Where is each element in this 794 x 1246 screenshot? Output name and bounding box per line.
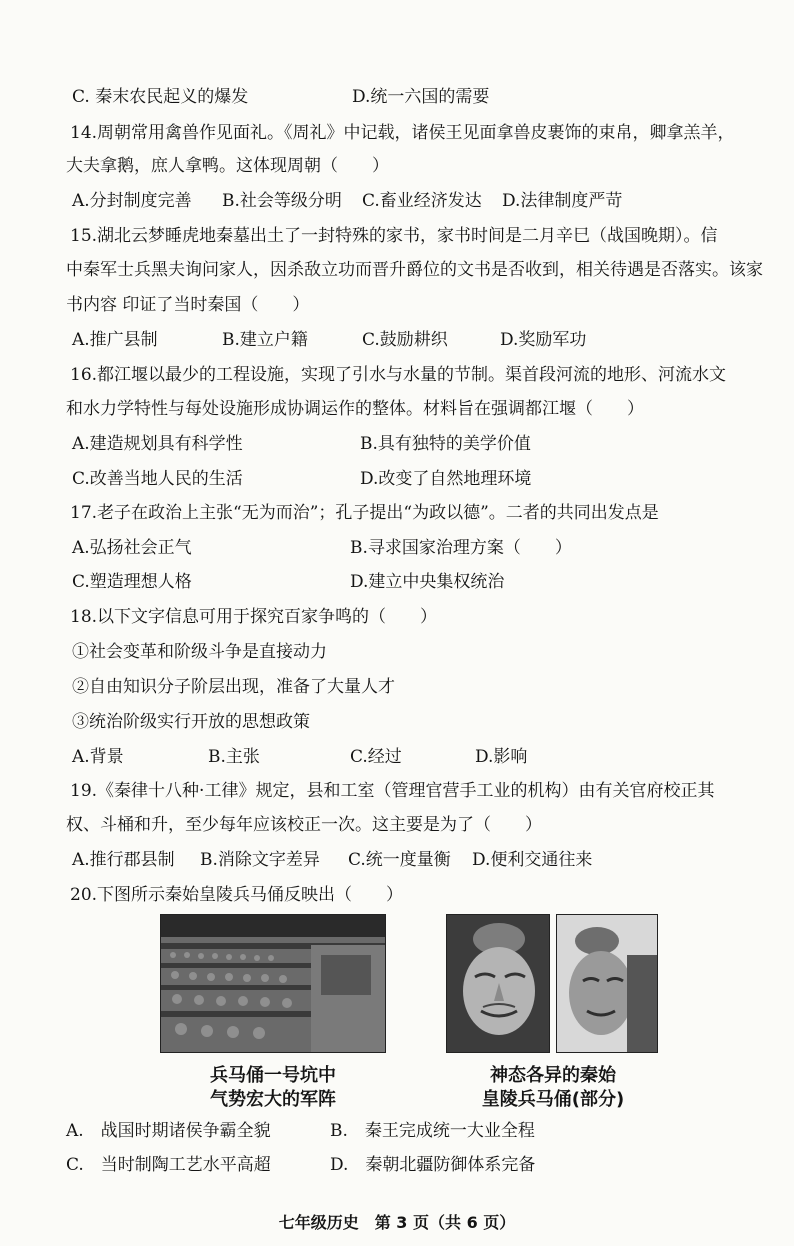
q14-stem-line-2: 大夫拿鹅，庶人拿鸭。这体现周朝（ ） (66, 156, 389, 176)
q20-caption-right-line-1: 神态各异的秦始 (490, 1065, 616, 1086)
q14-option-b: B.社会等级分明 (222, 191, 342, 211)
q13-option-c: C. 秦末农民起义的爆发 (72, 87, 249, 107)
terracotta-pit-photo (160, 914, 386, 1053)
q18-option-a: A.背景 (72, 747, 124, 767)
q19-stem-line-1: 19.《秦律十八种·工律》规定，县和工室（管理官营手工业的机构）由有关官府校正其 (70, 781, 715, 801)
q19-option-b: B.消除文字差异 (200, 850, 320, 870)
terracotta-face-photo-2 (556, 914, 658, 1053)
q15-option-c: C.鼓励耕织 (362, 330, 448, 350)
q20-option-b: B. 秦王完成统一大业全程 (330, 1121, 535, 1141)
q19-option-c: C.统一度量衡 (348, 850, 451, 870)
q18-item-3: ③统治阶级实行开放的思想政策 (72, 712, 310, 732)
q18-item-2: ②自由知识分子阶层出现，准备了大量人才 (72, 677, 395, 697)
q17-option-b: B.寻求国家治理方案（ ） (350, 538, 572, 558)
q14-option-d: D.法律制度严苛 (502, 191, 623, 211)
q18-option-d: D.影响 (475, 747, 528, 767)
q15-stem-line-3: 书内容 印证了当时秦国（ ） (66, 295, 310, 315)
q14-stem-line-1: 14.周朝常用禽兽作见面礼。《周礼》中记载，诸侯王见面拿兽皮裹饰的束帛，卿拿羔羊， (70, 123, 735, 143)
q19-stem-line-2: 权、斗桶和升，至少每年应该校正一次。这主要是为了（ ） (66, 815, 542, 835)
q14-option-a: A.分封制度完善 (72, 191, 192, 211)
q17-option-d: D.建立中央集权统治 (350, 572, 505, 592)
page-footer: 七年级历史 第 3 页（共 6 页） (278, 1213, 516, 1232)
q15-option-a: A.推广县制 (72, 330, 158, 350)
q20-option-a: A. 战国时期诸侯争霸全貌 (66, 1121, 271, 1141)
q20-caption-left-line-2: 气势宏大的军阵 (210, 1089, 336, 1110)
q16-option-c: C.改善当地人民的生活 (72, 469, 243, 489)
q18-item-1: ①社会变革和阶级斗争是直接动力 (72, 642, 327, 662)
q17-option-c: C.塑造理想人格 (72, 572, 192, 592)
q20-caption-left-line-1: 兵马俑一号坑中 (210, 1065, 336, 1086)
terracotta-pit-image (161, 915, 385, 1052)
q18-option-c: C.经过 (350, 747, 402, 767)
q18-option-b: B.主张 (208, 747, 260, 767)
terracotta-face-photo-1 (446, 914, 550, 1053)
q17-option-a: A.弘扬社会正气 (72, 538, 192, 558)
q20-caption-right-line-2: 皇陵兵马俑(部分) (481, 1089, 625, 1110)
terracotta-face-image-2 (557, 915, 657, 1052)
q15-option-b: B.建立户籍 (222, 330, 308, 350)
q19-option-a: A.推行郡县制 (72, 850, 175, 870)
q20-option-c: C. 当时制陶工艺水平高超 (66, 1155, 271, 1175)
q20-stem-line-1: 20.下图所示秦始皇陵兵马俑反映出（ ） (70, 885, 404, 905)
q16-option-b: B.具有独特的美学价值 (360, 434, 531, 454)
q16-stem-line-2: 和水力学特性与每处设施形成协调运作的整体。材料旨在强调都江堰（ ） (66, 399, 644, 419)
q15-stem-line-1: 15.湖北云梦睡虎地秦墓出土了一封特殊的家书，家书时间是二月辛巳（战国晚期）。信 (70, 226, 718, 246)
q14-option-c: C.畜业经济发达 (362, 191, 482, 211)
q16-stem-line-1: 16.都江堰以最少的工程设施，实现了引水与水量的节制。渠首段河流的地形、河流水文 (70, 365, 727, 385)
q20-option-d: D. 秦朝北疆防御体系完备 (330, 1155, 536, 1175)
q19-option-d: D.便利交通往来 (472, 850, 593, 870)
q13-option-d: D.统一六国的需要 (352, 87, 490, 107)
q18-stem-line-1: 18.以下文字信息可用于探究百家争鸣的（ ） (70, 607, 438, 627)
terracotta-face-image-1 (447, 915, 549, 1052)
q16-option-d: D.改变了自然地理环境 (360, 469, 532, 489)
q16-option-a: A.建造规划具有科学性 (72, 434, 243, 454)
q17-stem-line-1: 17.老子在政治上主张“无为而治”；孔子提出“为政以德”。二者的共同出发点是 (70, 503, 659, 523)
q15-option-d: D.奖励军功 (500, 330, 587, 350)
q15-stem-line-2: 中秦军士兵黑夫询问家人，因杀敌立功而晋升爵位的文书是否收到，相关待遇是否落实。该家 (66, 260, 763, 280)
